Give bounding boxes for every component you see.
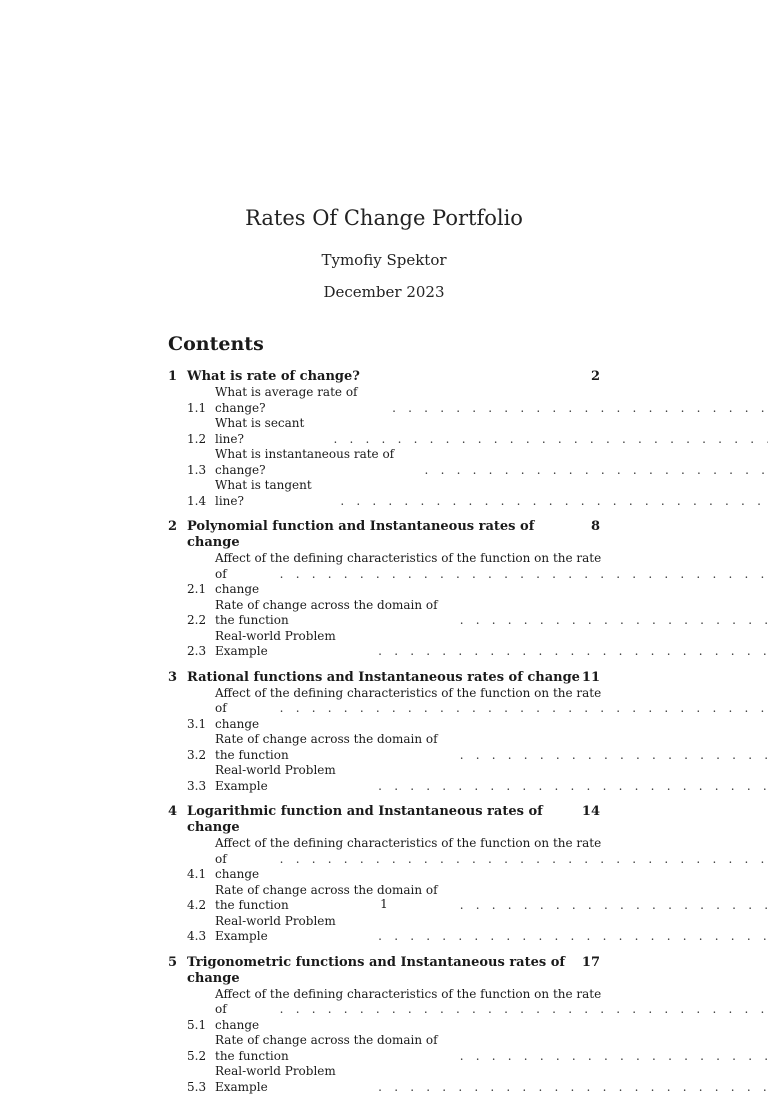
toc-section xyxy=(168,369,600,509)
toc-subsection-entry[interactable] xyxy=(168,385,600,416)
toc-subsection-number: 1.4 xyxy=(187,493,207,508)
dot-leader xyxy=(334,494,768,510)
toc-subsection-number: 4.3 xyxy=(187,929,207,943)
document-author: Tymofiy Spektor xyxy=(321,251,447,269)
toc-section xyxy=(168,519,600,660)
dot-leader xyxy=(372,929,768,945)
toc-subsection-entry[interactable] xyxy=(168,1064,600,1095)
toc-subsection-title: Real-world Problem Example xyxy=(215,628,336,658)
toc-heading: Contents xyxy=(168,333,264,355)
toc-section-entry[interactable] xyxy=(168,804,600,836)
toc-subsection-entry[interactable] xyxy=(168,732,600,763)
toc-subsection-title: What is average rate of change? xyxy=(215,385,358,415)
toc-section-page: 2 xyxy=(590,369,600,384)
toc-subsection-number: 2.2 xyxy=(187,613,207,627)
toc-subsection-title: Real-world Problem Example xyxy=(215,1064,336,1094)
toc-subsection-title: Rate of change across the domain of the function xyxy=(215,597,438,627)
toc-subsection-entry[interactable] xyxy=(168,551,600,598)
toc-section-title: Polynomial function and Instantaneous rates of change xyxy=(187,519,535,550)
toc-subsection-entry[interactable] xyxy=(168,598,600,629)
toc-subsection-title: Real-world Problem Example xyxy=(215,763,336,793)
toc-section xyxy=(168,670,600,795)
toc-section-title: Trigonometric functions and Instantaneous rates of change xyxy=(187,954,565,986)
toc-subsection-title-cont: of change xyxy=(215,1002,260,1032)
toc-subsection-number: 2.1 xyxy=(187,582,207,596)
toc-subsection-number: 1.3 xyxy=(187,462,207,477)
toc-section-title: Logarithmic function and Instantaneous rates of change xyxy=(187,804,543,835)
toc-subsection-entry[interactable] xyxy=(168,416,600,447)
toc-subsection-number: 2.3 xyxy=(187,644,207,658)
toc-subsection-entry[interactable] xyxy=(168,686,600,733)
toc-subsection-entry[interactable] xyxy=(168,1033,600,1064)
toc-subsection-title: Affect of the defining characteristics of the function on the rate xyxy=(215,685,602,700)
toc-subsection-number: 1.1 xyxy=(187,400,207,415)
toc-subsection-title-cont: of change xyxy=(215,701,260,731)
document-date: December 2023 xyxy=(323,283,445,301)
toc-section-title: Rational functions and Instantaneous rates of change xyxy=(187,669,580,685)
dot-leader xyxy=(419,463,768,479)
dot-leader xyxy=(327,432,768,448)
toc-subsection-title: Rate of change across the domain of the function xyxy=(215,732,438,762)
dot-leader xyxy=(386,401,768,417)
dot-leader xyxy=(454,748,768,764)
dot-leader xyxy=(454,1049,768,1065)
dot-leader xyxy=(454,613,768,629)
toc-subsection-title: What is tangent line? xyxy=(215,478,312,508)
toc-subsection-title: What is secant line? xyxy=(215,416,305,446)
toc-subsection-number: 5.3 xyxy=(187,1079,207,1094)
toc-section-entry[interactable] xyxy=(168,519,600,551)
toc-subsection-number: 3.2 xyxy=(187,747,207,762)
toc-section-number: 1 xyxy=(168,369,178,384)
table-of-contents xyxy=(168,333,600,1105)
toc-section-title: What is rate of change? xyxy=(187,369,360,384)
toc-subsection-entry[interactable] xyxy=(168,763,600,794)
dot-leader xyxy=(372,1080,768,1096)
toc-subsection-number: 5.1 xyxy=(187,1017,207,1032)
toc-section-entry[interactable] xyxy=(168,955,600,987)
toc-subsection-entry[interactable] xyxy=(168,914,600,945)
toc-subsection-title: Affect of the defining characteristics of the function on the rate xyxy=(215,836,602,850)
toc-section-page: 8 xyxy=(590,519,600,534)
toc-subsection-title: Affect of the defining characteristics of the function on the rate xyxy=(215,986,602,1001)
toc-subsection-title: Affect of the defining characteristics of the function on the rate xyxy=(215,551,602,565)
toc-subsection-entry[interactable] xyxy=(168,629,600,660)
toc-section-number: 4 xyxy=(168,804,178,819)
toc-subsection-entry[interactable] xyxy=(168,987,600,1034)
dot-leader xyxy=(372,644,768,660)
toc-section-page: 11 xyxy=(581,669,600,685)
toc-subsection-title-cont: of change xyxy=(215,851,260,881)
toc-subsection-title-cont: of change xyxy=(215,566,260,596)
toc-section-entry[interactable] xyxy=(168,670,600,686)
toc-section-number: 2 xyxy=(168,519,178,534)
toc-subsection-number: 1.2 xyxy=(187,431,207,446)
toc-subsection-title: Rate of change across the domain of the function xyxy=(215,1033,438,1063)
toc-subsection-number: 4.1 xyxy=(187,867,207,881)
toc-section xyxy=(168,804,600,945)
dot-leader xyxy=(274,852,768,883)
toc-subsection-entry[interactable] xyxy=(168,478,600,509)
toc-subsection-title: Real-world Problem Example xyxy=(215,913,336,943)
toc-subsection-entry[interactable] xyxy=(168,447,600,478)
dot-leader xyxy=(274,567,768,598)
dot-leader xyxy=(372,779,768,795)
toc-subsection-title: What is instantaneous rate of change? xyxy=(215,447,395,477)
dot-leader xyxy=(274,701,768,732)
toc-subsection-number: 4.2 xyxy=(187,898,207,912)
toc-section-number: 3 xyxy=(168,669,178,685)
toc-section xyxy=(168,955,600,1096)
toc-section-page: 17 xyxy=(581,954,600,970)
toc-section-number: 5 xyxy=(168,954,178,970)
toc-subsection-number: 3.1 xyxy=(187,716,207,731)
toc-section-entry[interactable] xyxy=(168,369,600,385)
toc-section-page: 14 xyxy=(581,804,600,819)
toc-subsection-number: 5.2 xyxy=(187,1048,207,1063)
document-title: Rates Of Change Portfolio xyxy=(245,206,523,230)
page-number: 1 xyxy=(380,897,388,911)
toc-subsection-title: Rate of change across the domain of the function xyxy=(215,882,438,912)
dot-leader xyxy=(274,1002,768,1033)
toc-subsection-entry[interactable] xyxy=(168,836,600,883)
toc-subsection-number: 3.3 xyxy=(187,778,207,793)
